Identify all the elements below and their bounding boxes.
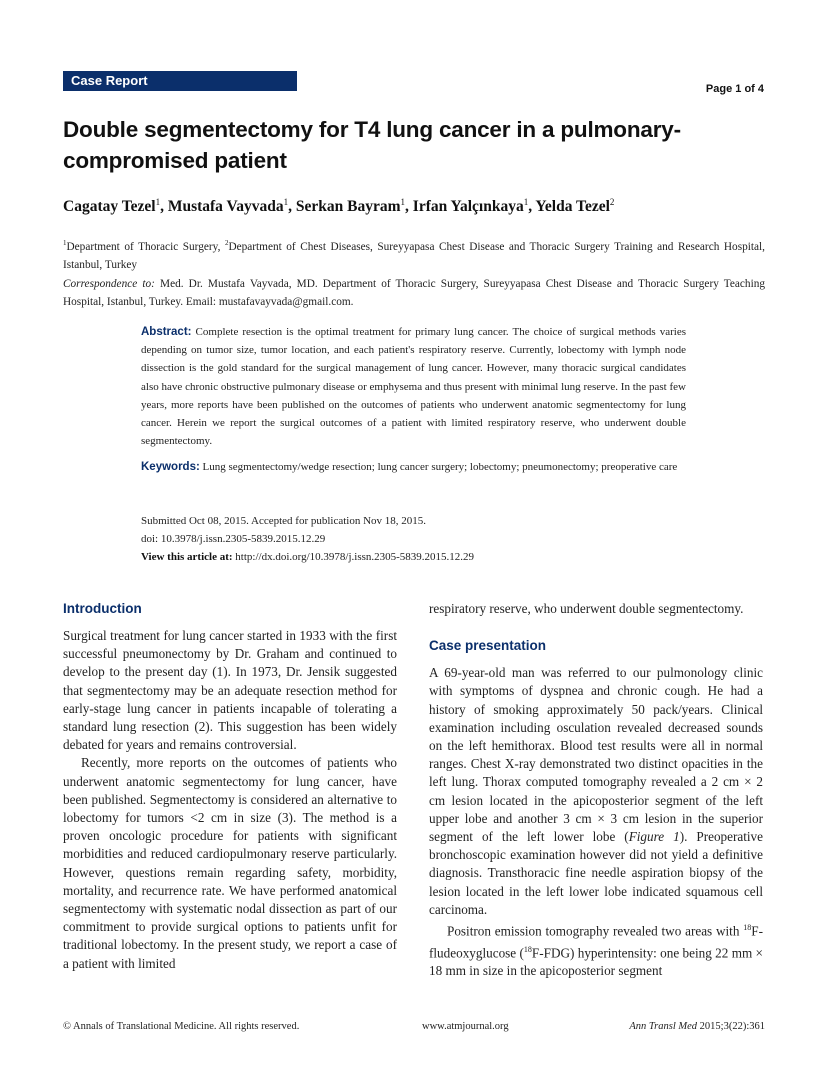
author-name: Serkan Bayram — [295, 198, 401, 216]
article-title: Double segmentectomy for T4 lung cancer in a pulmonary-compromised patient — [63, 117, 681, 173]
abstract — [141, 323, 686, 450]
article-type-banner: Case Report — [63, 71, 297, 91]
author-affil-marker: 2 — [609, 197, 615, 207]
isotope-superscript: 18 — [523, 944, 532, 954]
doi: doi: 10.3978/j.issn.2305-5839.2015.12.29 — [141, 533, 326, 546]
abstract-label: Abstract: — [141, 326, 192, 338]
section-heading-introduction: Introduction — [63, 601, 142, 616]
publication-meta — [141, 512, 686, 567]
paragraph-text: ). Preoperative bronchoscopic examination however did not yield a definitive diagnosis. Transthoracic fine needle aspiration biopsy of the lesion located in the left lower lobe indicated squamous cell carcinoma. — [429, 829, 764, 917]
affil-text: Department of Thoracic Surgery, — [66, 240, 225, 253]
paragraph-text: A 69-year-old man was referred to our pulmonology clinic with symptoms of dyspnea and chronic cough. He had a history of smoking approximately 50 pack/years. Clinical examination including osculation revealed decreased sounds on the left hemithorax. Blood test results were all in normal ranges. Chest X-ray demonstrated two distinct opacities in the left lung. Thorax computed tomography revealed a 2 cm × 2 cm lesion located in the apicoposterior segment of the left upper lobe and another 3 cm × 3 cm lesion in the superior segment of the left lower lobe ( — [429, 665, 763, 845]
affil-text: Department of Chest Diseases, Sureyyapasa Chest Disease and Thoracic Surgery Training and Research Hospital, Istanbul, Turkey — [63, 240, 765, 272]
paragraph: Recently, more reports on the outcomes of patients who underwent anatomic segmentectomy for lung cancer, have been published. Segmentectomy is considered an alternative to lobectomy for tumors <2 cm in size (3). The method is a proven oncologic procedure for patients with significant morbidities and reduced cardiopulmonary reserve particularly. However, questions remain regarding safety, morbidity, mortality, and recurrence rate. We have performed anatomical segmentectomy with systematic nodal dissection as part of our commitment to provide surgical options to patients unfit for traditional lobectomy. In the present study, we report a case of a patient with limited — [63, 755, 397, 971]
page-indicator: Page 1 of 4 — [705, 83, 764, 95]
view-article-label: View this article at: — [141, 551, 233, 564]
affil-number: 1 — [63, 239, 67, 247]
view-article-line — [141, 548, 686, 566]
author-name: Cagatay Tezel — [63, 198, 156, 216]
author-affil-marker: 1 — [155, 197, 161, 207]
right-column — [429, 600, 763, 980]
paragraph — [429, 919, 763, 980]
author-name: Mustafa Vayvada — [167, 198, 284, 216]
submission-dates: Submitted Oct 08, 2015. Accepted for publication Nov 18, 2015. — [141, 515, 427, 527]
correspondence-text: Med. Dr. Mustafa Vayvada, MD. Department of Thoracic Surgery, Sureyyapasa Chest Disease and Thoracic Surgery Teaching Hospital, Istanbul, Turkey. Email: mustafavayvada@gmail.com. — [63, 277, 766, 309]
paragraph: Surgical treatment for lung cancer started in 1933 with the first successful pneumonectomy by Dr. Graham and continued to develop to the present day (1). In 1973, Dr. Jensik suggested that segmentectomy may be an adequate resection method for early-stage lung cancer in patients incapable of tolerating a standard lung resection (2). This suggestion has been widely debated for years and remains controversial. — [63, 628, 397, 753]
paragraph — [429, 664, 763, 919]
author-affil-marker: 1 — [523, 197, 529, 207]
keywords-label: Keywords: — [141, 461, 200, 473]
author-name: Yelda Tezel — [535, 198, 610, 216]
journal-website[interactable]: www.atmjournal.org — [422, 1021, 509, 1032]
keywords-text: Lung segmentectomy/wedge resection; lung cancer surgery; lobectomy; pneumonectomy; preoperative care — [199, 461, 678, 473]
affiliation-line — [63, 234, 765, 275]
paragraph-text: Positron emission tomography revealed two areas with — [447, 923, 744, 939]
author-name: Irfan Yalçınkaya — [412, 198, 524, 216]
author-affil-marker: 1 — [283, 197, 289, 207]
paragraph-continuation: respiratory reserve, who underwent double segmentectomy. — [429, 601, 744, 616]
paragraph-text: F-fludeoxyglucose ( — [429, 923, 763, 961]
journal-abbrev: Ann Transl Med — [629, 1021, 698, 1032]
abstract-text: Complete resection is the optimal treatment for primary lung cancer. The choice of surgical methods varies depending on tumor size, tumor location, and each patient's respiratory reserve. Currently, lobectomy with lymph node dissection is the gold standard for the surgical management of lung cancer. However, many thoracic surgical candidates also have chronic obstructive pulmonary disease or emphysema and thus present with minimal lung reserve. In the past few years, more reports have been published on the outcomes of patients who underwent anatomic segmentectomy for lung cancer. Herein we report the surgical outcomes of a patient with limited respiratory reserve, who underwent double segmentectomy. — [141, 326, 686, 448]
isotope-superscript: 18 — [743, 923, 752, 933]
view-article-link[interactable]: http://dx.doi.org/10.3978/j.issn.2305-5839.2015.12.29 — [232, 551, 475, 564]
paragraph-text: F-FDG) hyperintensity: one being 22 mm × 18 mm in size in the apicoposterior segment — [429, 945, 763, 979]
citation-volume: 2015;3(22):361 — [697, 1021, 765, 1032]
author-list: Cagatay Tezel$^1$, Mustafa Vayvada$^1$, Serkan Bayram$^1$, Irfan Yalçınkaya$^1$, Yelda Tezel$^2$ — [63, 197, 615, 216]
affil-number: 2 — [224, 239, 229, 247]
keywords — [141, 458, 686, 476]
citation — [629, 1021, 765, 1032]
figure-reference[interactable]: Figure 1 — [628, 829, 680, 845]
correspondence — [63, 275, 765, 312]
author-affil-marker: 1 — [400, 197, 406, 207]
section-heading-case-presentation: Case presentation — [429, 638, 547, 654]
copyright: © Annals of Translational Medicine. All rights reserved. — [63, 1021, 300, 1032]
page-footer — [63, 1021, 765, 1037]
left-column — [63, 600, 397, 973]
correspondence-label: Correspondence to: — [63, 277, 155, 290]
affiliations — [63, 234, 765, 312]
